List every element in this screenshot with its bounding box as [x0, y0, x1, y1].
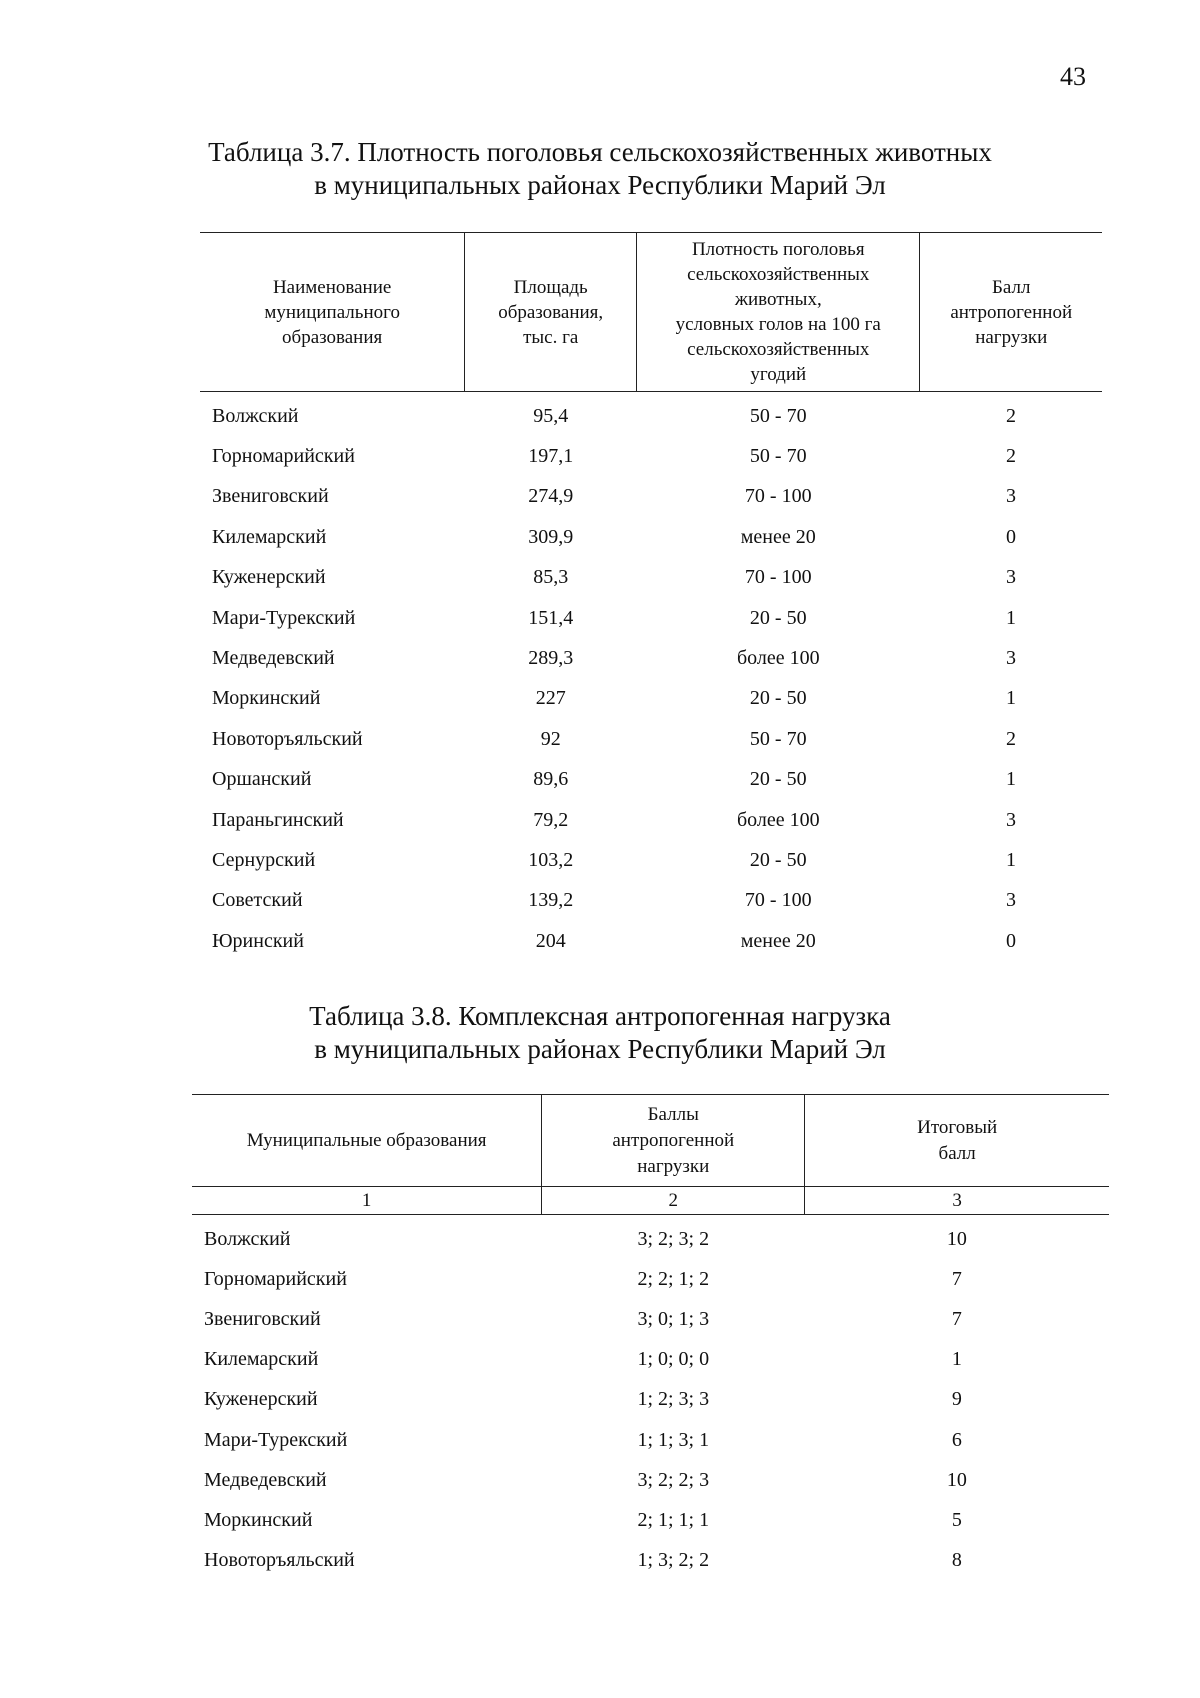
area-cell: 103,2: [528, 848, 574, 871]
table-row: [200, 921, 1102, 961]
density-cell: 50 - 70: [749, 727, 807, 750]
table-row: [192, 1460, 1109, 1500]
header-line: нагрузки: [975, 326, 1048, 348]
table-row: [200, 800, 1102, 840]
table-row: [200, 638, 1102, 678]
scores-cell: 1; 0; 0; 0: [637, 1348, 710, 1371]
table-row: [192, 1500, 1109, 1540]
density-cell: 50 - 70: [749, 445, 807, 468]
density-cell: 70 - 100: [744, 889, 812, 912]
header-line: муниципального: [264, 301, 400, 323]
livestock-density-table: [200, 232, 1102, 961]
municipality-cell: Медведевский: [212, 647, 335, 670]
density-cell: 20 - 50: [749, 606, 807, 629]
density-cell: 20 - 50: [749, 848, 807, 871]
complex-load-table: [192, 1094, 1109, 1581]
header-line: образования: [282, 326, 383, 348]
table-row: [192, 1299, 1109, 1339]
municipality-cell: Мари-Турекский: [204, 1428, 348, 1451]
table-row: [192, 1541, 1109, 1581]
column-number: 1: [192, 1187, 542, 1215]
header-scores: [542, 1095, 805, 1187]
header-score: [920, 233, 1102, 392]
area-cell: 139,2: [528, 889, 574, 912]
total-cell: 5: [951, 1508, 962, 1531]
municipality-cell: Килемарский: [212, 525, 327, 548]
scores-cell: 3; 2; 3; 2: [637, 1227, 710, 1250]
area-cell: 92: [540, 727, 561, 750]
table-row: [200, 517, 1102, 557]
caption-line: Таблица 3.8. Комплексная антропогенная нагрузка: [309, 1001, 891, 1031]
total-cell: 10: [946, 1227, 967, 1250]
score-cell: 2: [1005, 727, 1016, 750]
caption-line: в муниципальных районах Республики Марий Эл: [314, 1034, 886, 1064]
score-cell: 2: [1005, 404, 1016, 427]
scores-cell: 1; 3; 2; 2: [637, 1549, 710, 1572]
table-row: [200, 719, 1102, 759]
area-cell: 274,9: [528, 485, 574, 508]
scores-cell: 3; 0; 1; 3: [637, 1307, 710, 1330]
municipality-cell: Юринский: [212, 929, 304, 952]
density-cell: 20 - 50: [749, 768, 807, 791]
municipality-cell: Горномарийский: [204, 1267, 347, 1290]
table-row: [200, 392, 1102, 437]
scores-cell: 1; 2; 3; 3: [637, 1388, 710, 1411]
header-line: Площадь: [513, 276, 588, 298]
header-line: Баллы: [647, 1103, 699, 1125]
header-line: условных голов на 100 га: [675, 314, 881, 335]
score-cell: 3: [1005, 566, 1016, 589]
area-cell: 204: [535, 929, 566, 952]
table-row: [192, 1259, 1109, 1299]
scores-cell: 2; 1; 1; 1: [637, 1508, 710, 1531]
table-row: [200, 840, 1102, 880]
table-3-8-caption: [0, 1000, 1200, 1066]
municipality-cell: Параньгинский: [212, 808, 344, 831]
header-line: животных,: [734, 289, 822, 310]
density-cell: менее 20: [740, 525, 816, 548]
header-line: балл: [938, 1142, 976, 1164]
header-line: Балл: [991, 276, 1031, 298]
municipality-cell: Горномарийский: [212, 445, 355, 468]
header-line: антропогенной: [950, 301, 1073, 323]
column-number: 2: [542, 1187, 805, 1215]
column-number: 3: [805, 1187, 1109, 1215]
total-cell: 7: [951, 1267, 962, 1290]
table-row: [192, 1380, 1109, 1420]
municipality-cell: Звениговский: [212, 485, 329, 508]
municipality-cell: Моркинский: [204, 1508, 313, 1531]
table-row: [200, 881, 1102, 921]
score-cell: 1: [1005, 687, 1016, 710]
municipality-cell: Килемарский: [204, 1348, 319, 1371]
area-cell: 79,2: [533, 808, 569, 831]
total-cell: 8: [951, 1549, 962, 1572]
score-cell: 3: [1005, 647, 1016, 670]
header-line: Итоговый: [917, 1116, 998, 1138]
table-row: [192, 1340, 1109, 1380]
score-cell: 3: [1005, 889, 1016, 912]
header-municipalities: [192, 1095, 542, 1187]
municipality-cell: Новоторъяльский: [204, 1549, 355, 1572]
total-cell: 6: [951, 1428, 962, 1451]
area-cell: 85,3: [533, 566, 569, 589]
municipality-cell: Сернурский: [212, 848, 316, 871]
area-cell: 151,4: [528, 606, 574, 629]
area-cell: 89,6: [533, 768, 569, 791]
header-line: тыс. га: [523, 326, 579, 348]
score-cell: 3: [1005, 808, 1016, 831]
municipality-cell: Звениговский: [204, 1307, 321, 1330]
header-line: сельскохозяйственных: [687, 339, 870, 360]
header-total: [805, 1095, 1109, 1187]
area-cell: 309,9: [528, 525, 574, 548]
scores-cell: 2; 2; 1; 2: [637, 1267, 710, 1290]
header-line: нагрузки: [637, 1155, 710, 1177]
score-cell: 1: [1005, 848, 1016, 871]
score-cell: 1: [1005, 606, 1016, 629]
density-cell: 50 - 70: [749, 404, 807, 427]
table-row: [200, 760, 1102, 800]
municipality-cell: Волжский: [212, 404, 299, 427]
total-cell: 10: [946, 1468, 967, 1491]
municipality-cell: Куженерский: [212, 566, 326, 589]
table-3-7-caption: [0, 136, 1200, 202]
municipality-cell: Новоторъяльский: [212, 727, 363, 750]
density-cell: менее 20: [740, 929, 816, 952]
density-cell: 70 - 100: [744, 566, 812, 589]
area-cell: 289,3: [528, 647, 574, 670]
score-cell: 0: [1005, 929, 1016, 952]
municipality-cell: Медведевский: [204, 1468, 327, 1491]
header-line: образования,: [498, 301, 604, 323]
area-cell: 197,1: [528, 445, 574, 468]
score-cell: 3: [1005, 485, 1016, 508]
total-cell: 9: [951, 1388, 962, 1411]
municipality-cell: Волжский: [204, 1227, 291, 1250]
header-density: [637, 233, 920, 392]
density-cell: более 100: [736, 808, 820, 831]
score-cell: 1: [1005, 768, 1016, 791]
caption-line: Таблица 3.7. Плотность поголовья сельскохозяйственных животных: [208, 137, 992, 167]
page-number: 43: [1060, 62, 1086, 91]
header-area: [465, 233, 637, 392]
density-cell: более 100: [736, 647, 820, 670]
municipality-cell: Оршанский: [212, 768, 312, 791]
header-line: Наименование: [272, 276, 392, 298]
table-row: [200, 436, 1102, 476]
area-cell: 95,4: [533, 404, 569, 427]
area-cell: 227: [535, 687, 566, 710]
total-cell: 1: [951, 1348, 962, 1371]
table-row: [192, 1215, 1109, 1260]
header-line: антропогенной: [612, 1129, 735, 1151]
municipality-cell: Моркинский: [212, 687, 321, 710]
table-row: [200, 558, 1102, 598]
municipality-cell: Куженерский: [204, 1388, 318, 1411]
header-line: Плотность поголовья: [691, 239, 865, 260]
header-municipality: [200, 233, 465, 392]
header-line: угодий: [750, 364, 807, 385]
table-row: [200, 477, 1102, 517]
caption-line: в муниципальных районах Республики Марий Эл: [314, 170, 886, 200]
table-row: [200, 679, 1102, 719]
table-row: [192, 1420, 1109, 1460]
table-row: [200, 598, 1102, 638]
score-cell: 2: [1005, 445, 1016, 468]
score-cell: 0: [1005, 525, 1016, 548]
header-line: Муниципальные образования: [246, 1129, 487, 1151]
header-line: сельскохозяйственных: [687, 264, 870, 285]
density-cell: 20 - 50: [749, 687, 807, 710]
total-cell: 7: [951, 1307, 962, 1330]
municipality-cell: Советский: [212, 889, 303, 912]
municipality-cell: Мари-Турекский: [212, 606, 356, 629]
density-cell: 70 - 100: [744, 485, 812, 508]
scores-cell: 1; 1; 3; 1: [637, 1428, 710, 1451]
scores-cell: 3; 2; 2; 3: [637, 1468, 710, 1491]
